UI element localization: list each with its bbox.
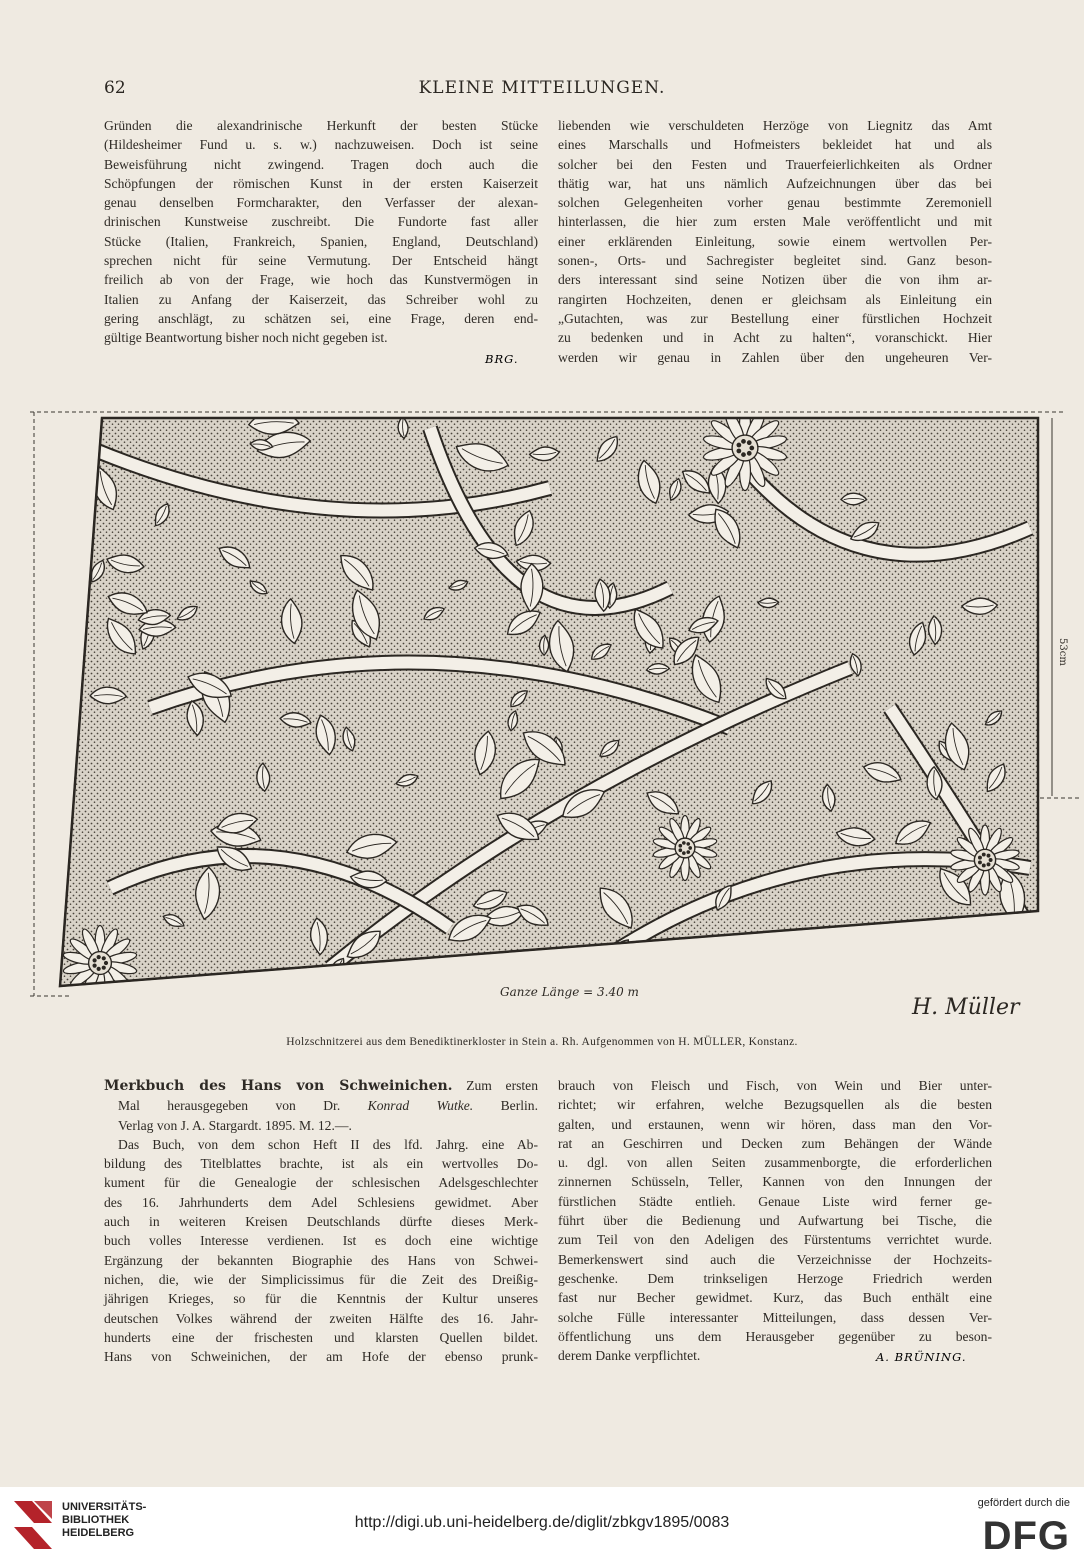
text-line: ders interessant sind seine Notizen über die von ihm ar-: [558, 272, 992, 288]
text-line: Beweisführung nicht zwingend. Tragen doch auch die: [104, 156, 538, 172]
editor-name: Konrad Wutke.: [367, 1098, 474, 1114]
text-line: Schöpfungen der römischen Kunst in der ersten Kaiserzeit: [104, 175, 538, 191]
text-line: solcher bei den Festen und Trauerfeierlichkeiten als Ordner: [558, 156, 992, 172]
woodcarving-illustration: [30, 408, 1068, 1008]
text-line: kument für die Genealogie der schlesischen Adelsgeschlechter: [104, 1175, 538, 1191]
text-line: liebenden wie verschuldeten Herzöge von Liegnitz das Amt: [558, 118, 992, 133]
text-line: geschenke. Dem trinkseligen Herzoge Friedrich werden: [558, 1270, 992, 1286]
permalink-url[interactable]: http://digi.ub.uni-heidelberg.de/diglit/zbkgv1895/0083: [354, 1514, 730, 1531]
signature-bruening: A. BRÜNING.: [876, 1350, 967, 1364]
text-line: deutschen Volkes während der zweiten Hälfte des 16. Jahr-: [104, 1310, 538, 1326]
text-line: genau denselben Formcharakter, den Verfasser der alexan-: [104, 195, 538, 211]
text-line: werden wir genau in Zahlen über den ungeheuren Ver-: [558, 349, 992, 365]
viewer-footer: [0, 1487, 1084, 1565]
text-line: jährigen Krieges, so für die Kenntnis der Kultur unseres: [104, 1291, 538, 1307]
text-line: richtet; wir erfahren, welche Bezugsquellen als die besten: [558, 1097, 992, 1113]
text-line: „Gutachten, was zur Bestellung einer fürstlichen Hochzeit: [558, 310, 992, 326]
text-line: [104, 1096, 538, 1115]
text-line: rat an Geschirren und Decken zum Behängen der Wände: [558, 1135, 992, 1151]
text-line: Gründen die alexandrinische Herkunft der besten Stücke: [104, 118, 538, 133]
text-line: solche Fülle interessanter Mitteilungen, dass dessen Ver-: [558, 1309, 992, 1325]
text-line: öffentlichung uns dem Herausgeber gegenüber zu beson-: [558, 1328, 992, 1344]
review-title: Merkbuch des Hans von Schweinichen.: [104, 1078, 453, 1094]
text-line: Italien zu Anfang der Kaiserzeit, das Schreiber wohl zu: [104, 291, 538, 307]
artist-signature: H. Müller: [912, 995, 1020, 1020]
text-line: drinischen Kunstweise zuschreibt. Die Fundorte fast aller: [104, 214, 538, 230]
text-line: sonen-, Orts- und Sachregister begleitet sind. Ganz beson-: [558, 253, 992, 269]
text-line: auch in weiteren Kreisen Deutschlands dürfte dieses Merk-: [104, 1214, 538, 1230]
text-line: gering anschlägt, zu schätzen sei, eine Frage, deren end-: [104, 310, 538, 326]
top-right-column: [558, 116, 992, 367]
text-line: nichen, die, wie der Simplicissimus für die Zeit des Dreißig-: [104, 1271, 538, 1287]
text-line: Ergänzung der bekannten Biographie des Hans von Schwei-: [104, 1252, 538, 1268]
length-label: Ganze Länge = 3.40 m: [500, 985, 639, 999]
text-line: einer erklärenden Einleitung, sowie einem wertvollen Per-: [558, 233, 992, 249]
text-line: (Hildesheimer Fund u. s. w.) nachzuweisen. Doch ist seine: [104, 137, 538, 153]
signature-brg: BRG.: [485, 352, 519, 366]
text-line: thätig war, hat uns nämlich Aufzeichnungen über das bei: [558, 175, 992, 191]
library-name-line: HEIDELBERG: [62, 1527, 135, 1539]
library-name-line: UNIVERSITÄTS-: [62, 1501, 147, 1513]
text-line: Hans von Schweinichen, der am Hofe der ebenso prunk-: [104, 1349, 538, 1365]
figure-caption: Holzschnitzerei aus dem Benediktinerkloster in Stein a. Rh. Aufgenommen von H. MÜLLER, Konstanz.: [286, 1036, 798, 1048]
text-line: zu bedenken und in Acht zu halten“, voranschickt. Hier: [558, 330, 992, 346]
review-right-column: [558, 1076, 992, 1365]
running-title: KLEINE MITTEILUNGEN.: [418, 78, 666, 98]
text-line: Verlag von J. A. Stargardt. 1895. M. 12.—.: [118, 1117, 352, 1133]
text-line: Stücke (Italien, Frankreich, Spanien, England, Deutschland): [104, 233, 538, 249]
text-line: führt über die Bedienung und Aufwartung bei Tische, die: [558, 1213, 992, 1229]
text-span: Berlin.: [500, 1098, 538, 1114]
text-line: des 16. Jahrhunderts dem Adel Schlesiens gewidmet. Aber: [104, 1194, 538, 1210]
text-line: bildung des Titelblattes brachte, ist als ein wertvolles Do-: [104, 1156, 538, 1172]
text-line: gültige Beantwortung bisher noch nicht gegeben ist.: [104, 330, 388, 346]
text-span: Mal herausgegeben von Dr.: [118, 1098, 341, 1114]
measure-label: 53cm: [1057, 638, 1068, 666]
page-number: 62: [104, 78, 126, 98]
text-line: sprechen nicht für seine Vermutung. Der Entscheid hängt: [104, 253, 538, 269]
text-line: brauch von Fleisch und Fisch, von Wein und Bier unter-: [558, 1078, 992, 1093]
text-line: Das Buch, von dem schon Heft II des lfd. Jahrg. eine Ab-: [118, 1136, 538, 1152]
text-line: hunderts eine der frischesten und klarsten Quellen bildet.: [104, 1329, 538, 1345]
dfg-logo[interactable]: DFG: [982, 1514, 1070, 1558]
text-span: Zum ersten: [466, 1078, 538, 1093]
text-line: zum Teil von den Adeligen des Fürstentums verrichtet wurde.: [558, 1232, 992, 1248]
text-line: zinnernen Schüsseln, Teller, Kannen von den Innungen der: [558, 1174, 992, 1190]
review-heading-line: [104, 1076, 538, 1096]
text-line: u. dgl. von allen Seiten zusammenborgte, die erforderlichen: [558, 1155, 992, 1171]
text-line: galten, und erstaunen, wenn wir hören, dass man den Vor-: [558, 1116, 992, 1132]
text-line: freilich ab von der Frage, wie hoch das Kunstvermögen in: [104, 272, 538, 288]
top-left-column: [104, 116, 538, 348]
text-line: fürstlichen Städte entlieh. Genaue Liste wird ferner ge-: [558, 1193, 992, 1209]
text-line: hinterlassen, die hier zum ersten Male veröffentlicht und mit: [558, 214, 992, 230]
text-line: rangirten Hochzeiten, denen er gleichsam als Einleitung ein: [558, 291, 992, 307]
text-line: derem Danke verpflichtet.: [558, 1348, 701, 1364]
review-left-column: [104, 1076, 538, 1366]
text-line: buch volles Interesse verdienen. Ist es doch eine wichtige: [104, 1233, 538, 1249]
text-line: eines Marschalls und Hofmeisters bekleidet hat und als: [558, 137, 992, 153]
text-line: fast nur Becher gewidmet. Kurz, das Buch enthält eine: [558, 1290, 992, 1306]
funding-label: gefördert durch die: [977, 1497, 1070, 1509]
text-line: Bemerkenswert sind auch die Verzeichnisse der Hochzeits-: [558, 1251, 992, 1267]
library-name-line: BIBLIOTHEK: [62, 1514, 130, 1526]
text-line: solchen Gelegenheiten vorher genau bestimmte Zeremoniell: [558, 195, 992, 211]
